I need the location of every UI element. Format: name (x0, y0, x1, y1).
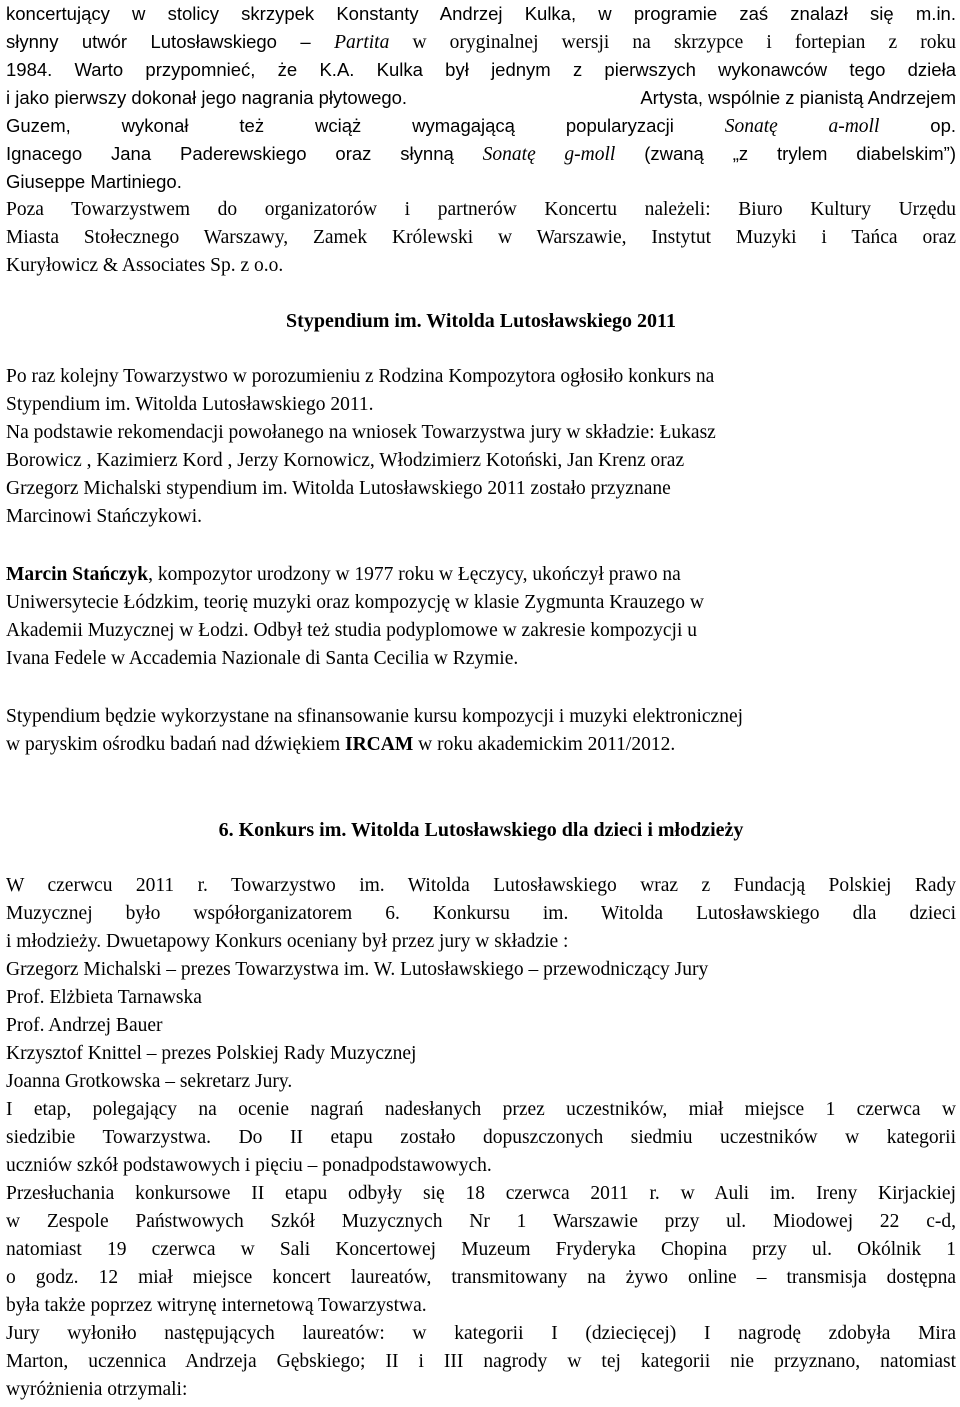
text-line (6, 84, 956, 112)
text-line: Borowicz , Kazimierz Kord , Jerzy Kornowicz, Włodzimierz Kotoński, Jan Krenz oraz (6, 450, 685, 471)
text-line: siedzibie Towarzystwa. Do II etapu zostało dopuszczonych siedmiu uczestników w kategorii (6, 1127, 956, 1148)
text-line: Przesłuchania konkursowe II etapu odbyły się 18 czerwca 2011 r. w Auli im. Ireny Kirjackiej (6, 1183, 956, 1204)
text-line: w Zespole Państwowych Szkół Muzycznych Nr 1 Warszawie przy ul. Miodowej 22 c-d, (6, 1211, 956, 1232)
text-line: Prof. Andrzej Bauer (6, 1015, 163, 1036)
text-segment: Kulka był jednym z pierwszych wykonawców tego dzieła (354, 59, 956, 80)
text-line: Joanna Grotkowska – sekretarz Jury. (6, 1071, 293, 1092)
text-line: była także poprzez witrynę internetową Towarzystwa. (6, 1295, 427, 1316)
text-segment: w roku akademickim 2011/2012. (413, 734, 676, 755)
section-heading: Stypendium im. Witolda Lutosławskiego 2011 (286, 310, 676, 332)
text-line: Prof. Elżbieta Tarnawska (6, 987, 202, 1008)
text-line (6, 56, 956, 84)
text-line: uczniów szkół podstawowych i pięciu – ponadpodstawowych. (6, 1155, 492, 1176)
text-line: Na podstawie rekomendacji powołanego na wniosek Towarzystwa jury w składzie: Łukasz (6, 422, 716, 443)
text-segment: w oryginalnej wersji na skrzypce i fortepian z roku (389, 32, 956, 53)
text-segment: Artysta, wspólnie z pianistą Andrzejem (636, 87, 956, 108)
text-line: Kuryłowicz & Associates Sp. z o.o. (6, 255, 284, 276)
text-line (6, 112, 956, 140)
text-line: Grzegorz Michalski stypendium im. Witolda Lutosławskiego 2011 zostało przyznane (6, 478, 671, 499)
work-title: Partita (334, 32, 390, 53)
person-name: Marcin Stańczyk (6, 564, 149, 585)
text-line: Krzysztof Knittel – prezes Polskiej Rady Muzycznej (6, 1043, 417, 1064)
text-line: Stypendium będzie wykorzystane na sfinansowanie kursu kompozycji i muzyki elektronicznej (6, 706, 744, 727)
text-line: Giuseppe Martiniego. (6, 171, 182, 192)
text-line (6, 28, 956, 56)
text-line: Poza Towarzystwem do organizatorów i partnerów Koncertu należeli: Biuro Kultury Urzędu (6, 199, 956, 220)
work-title: Sonatę a-moll (724, 116, 880, 137)
text-line: Ivana Fedele w Accademia Nazionale di Santa Cecilia w Rzymie. (6, 648, 519, 669)
text-line: Miasta Stołecznego Warszawy, Zamek Królewski w Warszawie, Instytut Muzyki i Tańca oraz (6, 227, 956, 248)
text-segment: Guzem, wykonał też wciąż wymagającą popularyzacji (6, 115, 725, 136)
text-line: Akademii Muzycznej w Łodzi. Odbył też studia podyplomowe w zakresie kompozycji u (6, 620, 697, 641)
text-line (6, 140, 956, 168)
text-line: o godz. 12 miał miejsce koncert laureatów, transmitowany na żywo online – transmisja dostępna (6, 1267, 956, 1288)
text-segment: (zwaną „z trylem diabelskim”) (615, 143, 957, 164)
text-line: Marcinowi Stańczykowi. (6, 506, 203, 527)
text-line: W czerwcu 2011 r. Towarzystwo im. Witolda Lutosławskiego wraz z Fundacją Polskiej Rady (6, 875, 956, 896)
text-line: Po raz kolejny Towarzystwo w porozumieniu z Rodzina Kompozytora ogłosiło konkurs na (6, 366, 715, 387)
text-line: natomiast 19 czerwca w Sali Koncertowej Muzeum Fryderyka Chopina przy ul. Okólnik 1 (6, 1239, 956, 1260)
text-line: Marton, uczennica Andrzeja Gębskiego; II i III nagrody w tej kategorii nie przyznano, natomiast (6, 1351, 956, 1372)
text-segment: op. (879, 115, 957, 136)
text-line: Muzycznej było współorganizatorem 6. Konkursu im. Witolda Lutosławskiego dla dzieci (6, 903, 956, 924)
text-line: wyróżnienia otrzymali: (6, 1379, 188, 1400)
text-line: Grzegorz Michalski – prezes Towarzystwa im. W. Lutosławskiego – przewodniczący Jury (6, 959, 709, 980)
text-segment: , kompozytor urodzony w 1977 roku w Łęczycy, ukończył prawo na (148, 564, 681, 585)
text-segment: 1984. Warto przypomnieć, że K.A. (6, 59, 355, 80)
text-line: i młodzieży. Dwuetapowy Konkurs oceniany był przez jury w składzie : (6, 931, 569, 952)
text-segment: słynny utwór Lutosławskiego – (6, 31, 335, 52)
text-line: Stypendium im. Witolda Lutosławskiego 2011. (6, 394, 374, 415)
text-segment: i jako pierwszy dokonał jego nagrania płytowego. (6, 87, 408, 108)
text-segment: w paryskim ośrodku badań nad dźwiękiem (6, 734, 346, 755)
text-segment: Ignacego Jana Paderewskiego oraz słynną (6, 143, 483, 164)
text-line (6, 731, 956, 759)
text-line: I etap, polegający na ocenie nagrań nadesłanych przez uczestników, miał miejsce 1 czerwca w (6, 1099, 956, 1120)
organization-name: IRCAM (345, 734, 414, 755)
text-line: koncertujący w stolicy skrzypek Konstanty Andrzej Kulka, w programie zaś znalazł się m.in. (6, 3, 956, 24)
section-heading: 6. Konkurs im. Witolda Lutosławskiego dla dzieci i młodzieży (218, 819, 744, 841)
work-title: Sonatę g-moll (482, 144, 616, 165)
text-line: Uniwersytecie Łódzkim, teorię muzyki oraz kompozycję w klasie Zygmunta Krauzego w (6, 592, 704, 613)
text-line (6, 561, 956, 589)
text-line: Jury wyłoniło następujących laureatów: w kategorii I (dziecięcej) I nagrodę zdobyła Mira (6, 1323, 956, 1344)
